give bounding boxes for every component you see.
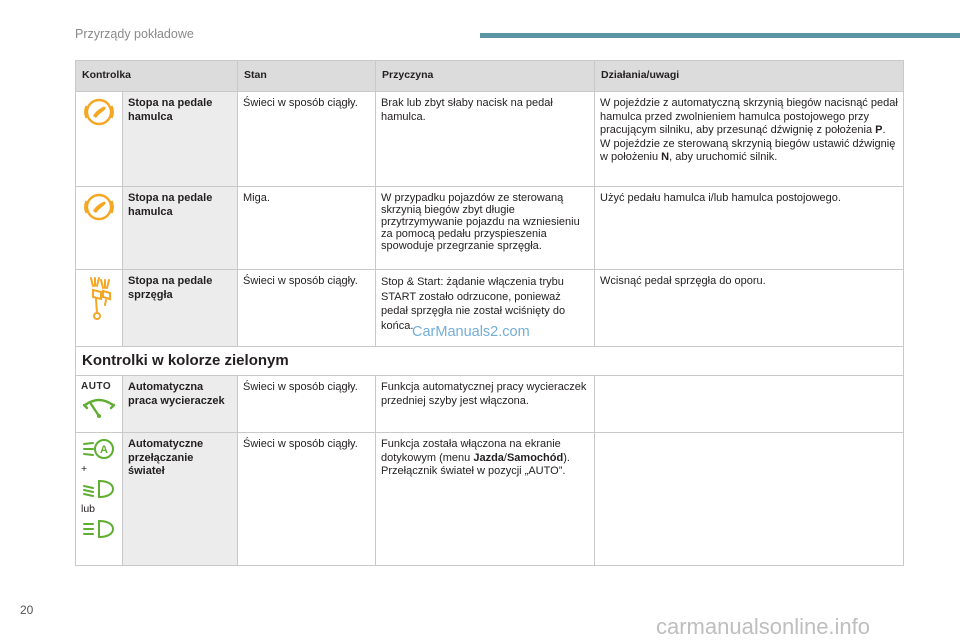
- footer-watermark: carmanualsonline.info: [656, 614, 871, 639]
- light-state: Świeci w sposób ciągły.: [238, 433, 376, 566]
- auto-label: AUTO: [81, 381, 112, 392]
- table-row: [76, 376, 904, 433]
- icon-cell: [76, 187, 123, 270]
- light-name: Automatyczna praca wycieraczek: [123, 376, 238, 433]
- light-action: [595, 376, 904, 433]
- table-row: [76, 92, 904, 187]
- light-state: Świeci w sposób ciągły.: [238, 270, 376, 347]
- col-header-przyczyna: Przyczyna: [376, 61, 595, 92]
- header-accent-bar: [480, 33, 960, 38]
- light-name: Stopa na pedale hamulca: [123, 92, 238, 187]
- light-name: Automatyczne przełączanie świateł: [123, 433, 238, 566]
- page-number: 20: [20, 603, 34, 617]
- light-state: Świeci w sposób ciągły.: [238, 376, 376, 433]
- warning-lights-table: [75, 60, 904, 566]
- light-cause: Funkcja została włączona na ekranie dotykowym (menu Jazda/Samochód). Przełącznik świateł w pozycji „AUTO”.: [376, 433, 595, 566]
- watermark-carmanuals: CarManuals2.com: [412, 324, 530, 340]
- or-label: lub: [81, 503, 96, 515]
- light-cause: Stop & Start: żądanie włączenia trybu START zostało odrzucone, ponieważ pedał sprzęgła nie został wciśnięty do końca.: [376, 270, 595, 347]
- light-action: W pojeździe z automatyczną skrzynią biegów nacisnąć pedał hamulca przed zwolnieniem hamulca postojowego przy pracującym silniku, aby przesunąć dźwignię z położenia P. W pojeździe ze sterowaną skrzynią biegów ustawić dźwignię w położeniu N, aby uruchomić silnik.: [595, 92, 904, 187]
- brake-pedal-foot-icon: [82, 192, 116, 222]
- light-cause: Funkcja automatycznej pracy wycieraczek przedniej szyby jest włączona.: [376, 376, 595, 433]
- brake-pedal-foot-icon: [82, 97, 116, 127]
- auto-wiper-icon: [82, 395, 116, 419]
- page-header-title: Przyrządy pokładowe: [75, 27, 194, 41]
- light-action: [595, 433, 904, 566]
- light-name: Stopa na pedale sprzęgła: [123, 270, 238, 347]
- low-beam-icon: [82, 478, 116, 500]
- clutch-pedal-foot-icon: [84, 275, 114, 321]
- plus-sign: +: [81, 463, 88, 475]
- table-row: [76, 187, 904, 270]
- icon-cell: [76, 376, 123, 433]
- table-row: [76, 433, 904, 566]
- auto-headlight-icon: [82, 438, 116, 460]
- col-header-kontrolka: Kontrolka: [76, 61, 238, 92]
- light-cause: W przypadku pojazdów ze sterowaną skrzynią biegów zbyt długie przytrzymywanie pojazdu na wzniesieniu za pomocą pedału przyspieszenia spowoduje przegrzanie sprzęgła.: [376, 187, 595, 270]
- main-beam-icon: [82, 518, 116, 540]
- light-action: Użyć pedału hamulca i/lub hamulca postojowego.: [595, 187, 904, 270]
- section-header-row: [76, 347, 904, 376]
- light-cause: Brak lub zbyt słaby nacisk na pedał hamulca.: [376, 92, 595, 187]
- light-state: Świeci w sposób ciągły.: [238, 92, 376, 187]
- col-header-dzialania: Działania/uwagi: [595, 61, 904, 92]
- section-title: Kontrolki w kolorze zielonym: [76, 347, 904, 376]
- light-name: Stopa na pedale hamulca: [123, 187, 238, 270]
- icon-cell: [76, 270, 123, 347]
- icon-cell: [76, 433, 123, 566]
- icon-cell: [76, 92, 123, 187]
- light-state: Miga.: [238, 187, 376, 270]
- col-header-stan: Stan: [238, 61, 376, 92]
- light-action: Wcisnąć pedał sprzęgła do oporu.: [595, 270, 904, 347]
- table-header-row: [76, 61, 904, 92]
- svg-text:A: A: [100, 444, 108, 456]
